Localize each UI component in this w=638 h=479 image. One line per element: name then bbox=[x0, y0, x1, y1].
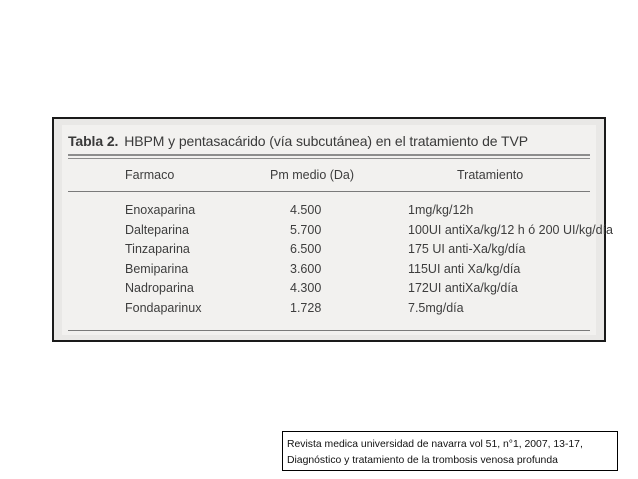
citation-article-title: Diagnóstico y tratamiento de la trombosis venosa profunda bbox=[287, 455, 558, 466]
table-row bbox=[62, 281, 596, 301]
column-header-tratamiento: Tratamiento bbox=[457, 168, 524, 182]
table-rule-top-thin bbox=[68, 158, 590, 159]
table-title-text: HBPM y pentasacárido (vía subcutánea) en el tratamiento de TVP bbox=[124, 133, 528, 149]
column-header-farmaco: Farmaco bbox=[125, 168, 175, 182]
cell-pm-medio: 4.500 bbox=[290, 203, 322, 217]
table-row bbox=[62, 242, 596, 262]
table-label: Tabla 2. bbox=[68, 133, 119, 149]
cell-tratamiento: 7.5mg/día bbox=[408, 300, 464, 315]
cell-farmaco: Enoxaparina bbox=[125, 203, 196, 217]
cell-tratamiento: 172UI antiXa/kg/día bbox=[408, 281, 518, 296]
table-panel bbox=[62, 125, 613, 335]
cell-pm-medio: 4.300 bbox=[290, 281, 322, 296]
table-bottom-rule bbox=[68, 330, 590, 331]
cell-tratamiento: 115UI anti Xa/kg/día bbox=[408, 261, 521, 276]
cell-farmaco: Bemiparina bbox=[125, 261, 189, 276]
table-title bbox=[68, 133, 528, 149]
table-body bbox=[62, 203, 613, 321]
cell-farmaco: Dalteparina bbox=[125, 222, 189, 237]
table-row bbox=[62, 301, 596, 321]
cell-farmaco: Fondaparinux bbox=[125, 300, 202, 315]
column-header-pm-medio: Pm medio (Da) bbox=[270, 168, 355, 182]
table-row bbox=[62, 203, 596, 223]
table-row bbox=[62, 262, 596, 282]
table-rule-top bbox=[68, 154, 590, 156]
cell-pm-medio: 1.728 bbox=[290, 300, 322, 315]
table-row bbox=[62, 222, 613, 243]
cell-tratamiento: 1mg/kg/12h bbox=[408, 203, 474, 217]
cell-tratamiento: 100UI antiXa/kg/12 h ó 200 UI/kg/día bbox=[408, 222, 613, 237]
cell-farmaco: Nadroparina bbox=[125, 281, 194, 296]
cell-pm-medio: 6.500 bbox=[290, 242, 322, 257]
citation-box bbox=[282, 431, 618, 471]
citation-source: Revista medica universidad de navarra vol 51, n°1, 2007, 13-17, bbox=[287, 439, 583, 450]
table-image bbox=[52, 117, 613, 342]
cell-pm-medio: 3.600 bbox=[290, 261, 322, 276]
cell-pm-medio: 5.700 bbox=[290, 222, 322, 237]
cell-farmaco: Tinzaparina bbox=[125, 242, 190, 257]
cell-tratamiento: 175 UI anti-Xa/kg/día bbox=[408, 242, 526, 257]
table-header-rule bbox=[68, 191, 590, 192]
